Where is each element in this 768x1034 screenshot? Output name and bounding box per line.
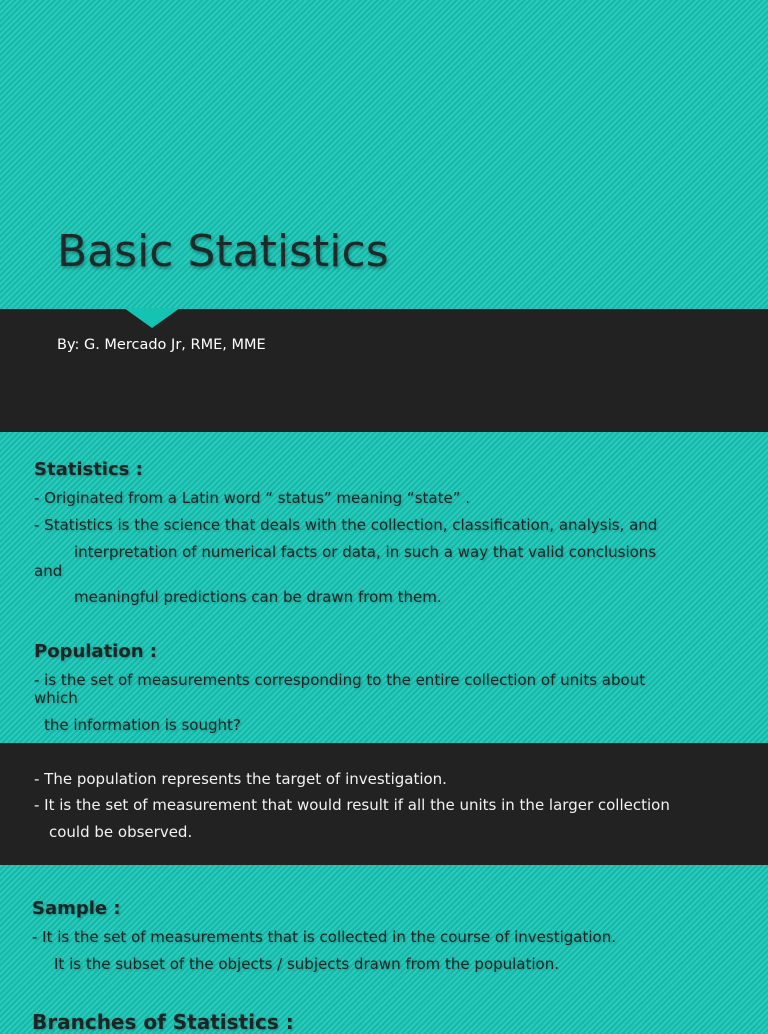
branches-heading: Branches of Statistics : [32, 1010, 294, 1034]
population-line: - is the set of measurements corresponding to the entire collection of units about [34, 671, 646, 689]
population-line: - It is the set of measurement that would result if all the units in the larger collection [34, 796, 670, 814]
title-band [0, 309, 768, 432]
statistics-line: interpretation of numerical facts or data, in such a way that valid conclusions [74, 543, 657, 561]
statistics-line: meaningful predictions can be drawn from them. [74, 588, 442, 606]
population-line: - The population represents the target of investigation. [34, 770, 447, 788]
population-line: could be observed. [49, 823, 193, 841]
population-line: the information is sought? [44, 716, 241, 734]
sample-line: It is the subset of the objects / subjects drawn from the population. [54, 955, 560, 973]
author-byline: By: G. Mercado Jr, RME, MME [57, 337, 266, 353]
population-line: which [34, 689, 78, 707]
sample-heading: Sample : [32, 898, 121, 919]
statistics-line: - Originated from a Latin word “ status” meaning “state” . [34, 489, 471, 507]
population-heading: Population : [34, 641, 157, 662]
slide-title: Basic Statistics [57, 226, 389, 277]
statistics-heading: Statistics : [34, 459, 143, 480]
title-band-notch [124, 308, 180, 328]
statistics-line: and [34, 562, 63, 580]
sample-line: - It is the set of measurements that is collected in the course of investigation. [32, 928, 616, 946]
statistics-line: - Statistics is the science that deals with the collection, classification, analysis, and [34, 516, 658, 534]
